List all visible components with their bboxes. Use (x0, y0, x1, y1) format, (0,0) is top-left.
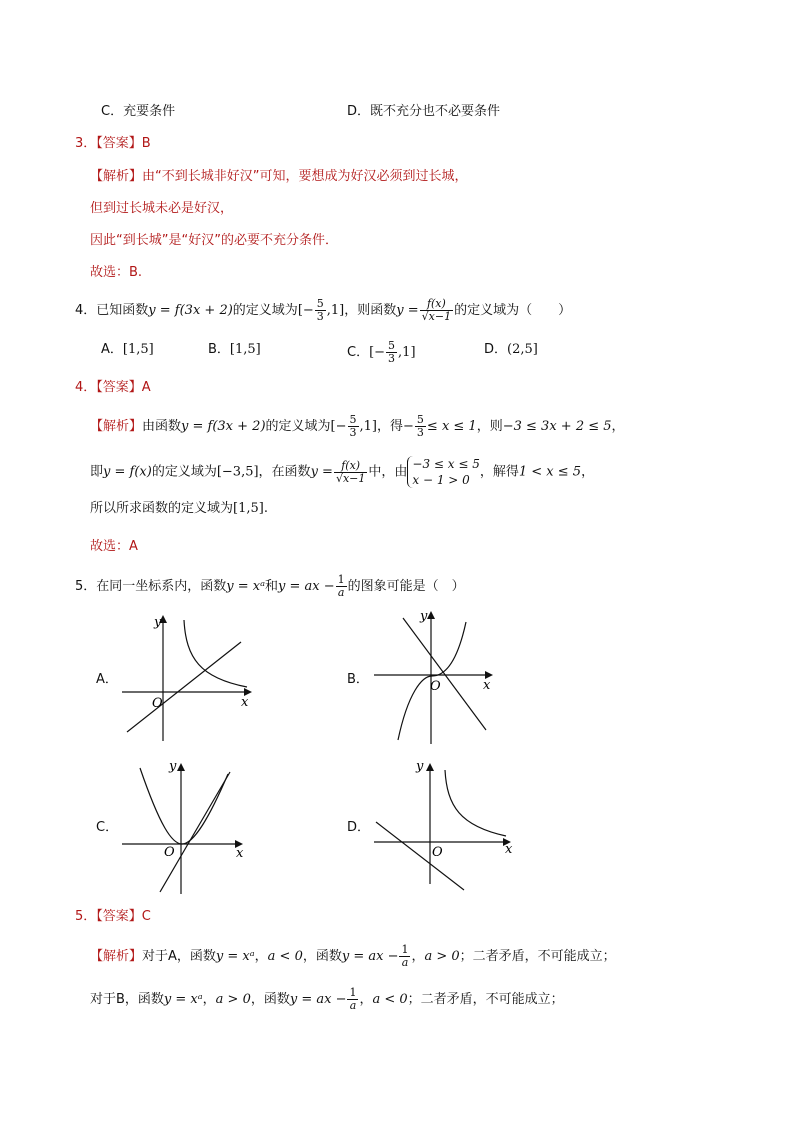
question-5-stem: 5．在同一坐标系内，函数y = xᵃ和y = ax − $\frac{1}{a}$ 的图象可能是（ ） (75, 573, 465, 599)
graph-d-power-curve (445, 770, 506, 836)
graph-c-y-arrow (177, 763, 185, 771)
graph-b-linear-line (403, 618, 486, 730)
graph-b-y-label: y (420, 609, 428, 624)
question-4-option-c: C．[− $\frac{5}{3}$ ,1] (347, 339, 416, 365)
graph-c (120, 756, 260, 896)
graph-c-y-label: y (169, 759, 177, 774)
question-4-option-a: A．[1,5] (101, 342, 154, 357)
analysis-3-line2: 但到过长城未必是好汉， (90, 201, 234, 216)
answer-4-choice: 故选：A (90, 539, 138, 554)
graph-c-linear-line (160, 772, 230, 892)
graph-b-y-arrow (427, 611, 435, 619)
analysis-3-line1: 【解析】由“不到长城非好汉”可知，要想成为好汉必须到过长城， (90, 169, 468, 184)
inequality-system: −3 ≤ x ≤ 5 x − 1 > 0 (407, 456, 479, 488)
question-4-option-b: B．[1,5] (208, 342, 261, 357)
answer-3-heading: 3．【答案】B (75, 136, 151, 151)
graph-b-origin-label: O (430, 679, 441, 694)
graph-b-label: B． (347, 672, 369, 687)
graph-d-linear-line (376, 822, 464, 890)
graph-b-x-label: x (483, 678, 491, 693)
analysis-5-line1: 【解析】对于A，函数y = xᵃ，a < 0，函数y = ax − $\frac{1}{a}$ ，a > 0；二者矛盾，不可能成立； (90, 943, 616, 969)
question-4-stem: 4．已知函数y = f(3x + 2)的定义域为[− $\frac{5}{3}$ ,1]，则函数y = $\frac{f(x)}{√x-1}$ 的定义域为（ ） (75, 297, 572, 323)
graph-c-origin-label: O (164, 845, 175, 860)
analysis-4-line1: 【解析】由函数y = f(3x + 2)的定义域为[− $\frac{5}{3}$ ,1]，得− $\frac{5}{3}$ ≤ x ≤ 1，则−3 ≤ 3x + 2 ≤ 5， (90, 413, 625, 439)
graph-d-y-label: y (416, 759, 424, 774)
graph-a-y-label: y (154, 615, 162, 630)
graph-b (372, 608, 512, 748)
option-c: C．充要条件 (101, 104, 176, 119)
answer-4-heading: 4．【答案】A (75, 380, 151, 395)
graph-a-x-label: x (241, 695, 249, 710)
analysis-3-line3: 因此“到长城”是“好汉”的必要不充分条件． (90, 233, 338, 248)
graph-a-linear-line (127, 642, 241, 732)
graph-d (372, 756, 522, 896)
graph-d-y-arrow (426, 763, 434, 771)
graph-d-label: D． (347, 820, 371, 835)
graph-c-x-label: x (236, 846, 244, 861)
graph-d-x-label: x (505, 842, 513, 857)
option-d: D．既不充分也不必要条件 (347, 104, 501, 119)
answer-5-heading: 5．【答案】C (75, 909, 151, 924)
graph-d-origin-label: O (432, 845, 443, 860)
analysis-4-line2: 即y = f(x)的定义域为[−3,5]，在函数y = $\frac{f(x)}{√x-1}$ 中，由 −3 ≤ x ≤ 5 x − 1 > 0 ，解得1 < x ≤ 5， (90, 457, 595, 487)
answer-3-choice: 故选：B. (90, 265, 143, 280)
graph-a-power-curve (184, 620, 247, 687)
graph-c-power-curve (140, 768, 228, 844)
graph-a (120, 608, 260, 743)
graph-c-label: C． (96, 820, 119, 835)
question-4-option-d: D．(2,5] (484, 342, 538, 357)
analysis-5-line2: 对于B，函数y = xᵃ，a > 0，函数y = ax − $\frac{1}{a}$ ，a < 0；二者矛盾，不可能成立； (90, 986, 564, 1012)
analysis-4-line3: 所以所求函数的定义域为[1,5]. (90, 501, 268, 516)
graph-a-origin-label: O (152, 696, 163, 711)
graph-a-label: A． (96, 672, 118, 687)
